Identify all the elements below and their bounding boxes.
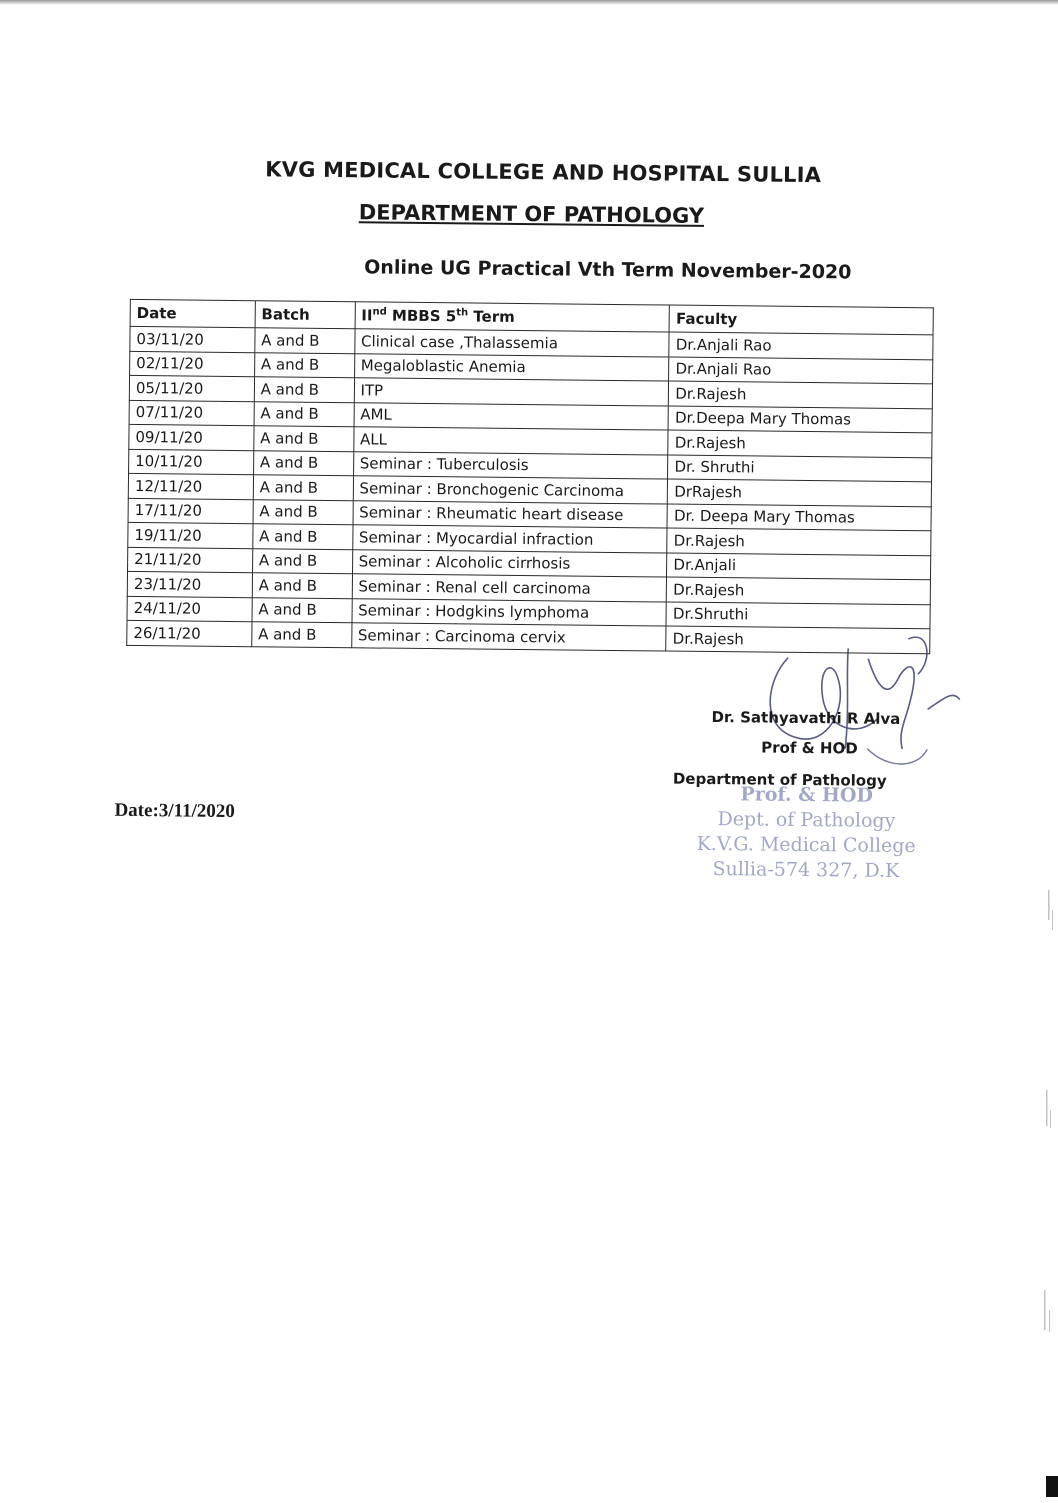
cell-date: 24/11/20 (127, 596, 252, 622)
header-term (355, 302, 670, 332)
cell-date: 21/11/20 (128, 547, 253, 573)
institution-heading: KVG MEDICAL COLLEGE AND HOSPITAL SULLIA (265, 157, 822, 188)
header-faculty: Faculty (669, 305, 933, 335)
cell-date: 17/11/20 (128, 498, 253, 524)
cell-date: 02/11/20 (130, 351, 255, 377)
cell-faculty: Dr.Rajesh (668, 430, 932, 457)
cell-batch: A and B (253, 524, 353, 550)
cell-date: 26/11/20 (127, 620, 252, 646)
cell-faculty: Dr.Shruthi (666, 602, 930, 629)
header-term-sup2: th (456, 307, 469, 319)
cell-batch: A and B (252, 573, 352, 599)
cell-topic: Seminar : Bronchogenic Carcinoma (353, 476, 668, 504)
cell-date: 23/11/20 (127, 571, 252, 597)
cell-date: 07/11/20 (129, 400, 254, 426)
cell-topic: Seminar : Myocardial infraction (352, 525, 667, 553)
stamp-line-2: Dept. of Pathology (717, 808, 896, 832)
cell-batch: A and B (255, 328, 355, 354)
cell-topic: Seminar : Tuberculosis (353, 451, 668, 479)
header-term-prefix: II (361, 306, 373, 325)
cell-batch: A and B (252, 548, 352, 574)
cell-faculty: Dr.Rajesh (667, 528, 931, 555)
cell-date: 10/11/20 (129, 449, 254, 475)
cell-topic: Clinical case ,Thalassemia (354, 329, 669, 357)
signatory-department: Department of Pathology (672, 769, 887, 790)
cell-topic: AML (354, 402, 669, 430)
cell-date: 03/11/20 (130, 326, 255, 352)
cell-faculty: Dr.Anjali (667, 553, 931, 580)
cell-batch: A and B (254, 401, 354, 427)
signatory-name: Dr. Sathyavathi R Alva (711, 708, 901, 728)
header-date: Date (130, 299, 255, 327)
cell-faculty: DrRajesh (668, 479, 932, 506)
stamp-line-4: Sullia-574 327, D.K (712, 858, 900, 882)
cell-topic: Megaloblastic Anemia (354, 353, 669, 381)
cell-date: 19/11/20 (128, 522, 253, 548)
cell-faculty: Dr. Deepa Mary Thomas (667, 504, 931, 531)
cell-date: 05/11/20 (129, 375, 254, 401)
cell-faculty: Dr.Anjali Rao (669, 357, 933, 384)
cell-faculty: Dr.Deepa Mary Thomas (668, 406, 932, 433)
cell-faculty: Dr. Shruthi (668, 455, 932, 482)
official-stamp (686, 782, 927, 885)
cell-batch: A and B (251, 622, 351, 648)
cell-batch: A and B (254, 426, 354, 452)
header-batch: Batch (255, 301, 355, 329)
cell-faculty: Dr.Rajesh (667, 577, 931, 604)
cell-faculty: Dr.Anjali Rao (669, 332, 933, 359)
cell-batch: A and B (252, 597, 352, 623)
cell-batch: A and B (254, 377, 354, 403)
cell-batch: A and B (253, 499, 353, 525)
schedule-title: Online UG Practical Vth Term November-2020 (364, 256, 852, 284)
schedule-table (126, 299, 934, 654)
scan-noise (1030, 880, 1058, 1360)
cell-topic: Seminar : Alcoholic cirrhosis (352, 549, 667, 577)
department-heading: DEPARTMENT OF PATHOLOGY (358, 200, 705, 228)
cell-faculty: Dr.Rajesh (666, 626, 930, 653)
header-term-suffix: Term (468, 307, 515, 326)
cell-date: 12/11/20 (128, 473, 253, 499)
cell-batch: A and B (254, 352, 354, 378)
cell-batch: A and B (253, 475, 353, 501)
cell-date: 09/11/20 (129, 424, 254, 450)
header-term-mid: MBBS 5 (386, 306, 457, 326)
cell-faculty: Dr.Rajesh (669, 381, 933, 408)
stamp-line-3: K.V.G. Medical College (696, 832, 916, 858)
cell-topic: Seminar : Renal cell carcinoma (352, 574, 667, 602)
cell-topic: ALL (353, 427, 668, 455)
stamp-line-1: Prof. & HOD (740, 783, 874, 807)
cell-topic: Seminar : Carcinoma cervix (351, 623, 666, 651)
scan-corner-mark (1046, 1476, 1058, 1497)
issue-date: Date:3/11/2020 (114, 799, 235, 823)
header-term-sup1: nd (372, 306, 387, 318)
cell-topic: Seminar : Hodgkins lymphoma (352, 598, 667, 626)
signatory-designation: Prof & HOD (761, 738, 858, 758)
cell-topic: Seminar : Rheumatic heart disease (353, 500, 668, 528)
cell-topic: ITP (354, 378, 669, 406)
cell-batch: A and B (253, 450, 353, 476)
